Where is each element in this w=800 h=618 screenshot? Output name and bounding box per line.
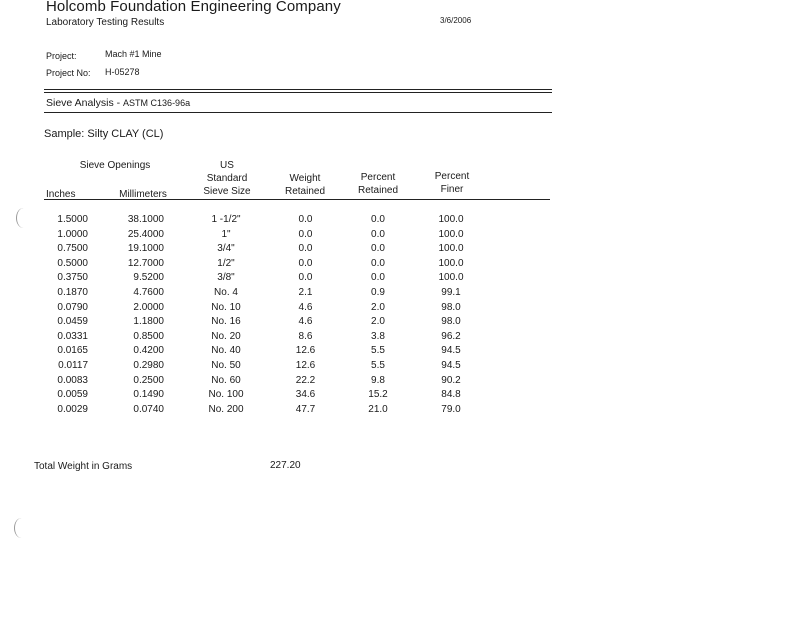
- percent-retained-cell: 5.5: [371, 345, 385, 357]
- percent-finer-cell: 79.0: [441, 403, 461, 415]
- sieve-size-header: [192, 159, 262, 198]
- millimeters-cell: 2.0000: [133, 301, 164, 313]
- weight-retained-cell: 0.0: [298, 228, 313, 240]
- percent-retained-cell: 3.8: [371, 330, 385, 342]
- percent-retained-header-line1: Percent: [360, 172, 396, 183]
- inches-cell: 0.0029: [57, 403, 88, 415]
- project-value: Mach #1 Mine: [105, 49, 162, 59]
- percent-finer-cell: 94.5: [441, 360, 461, 371]
- percent-finer-header: [420, 170, 484, 196]
- percent-retained-cell: 5.5: [371, 360, 385, 371]
- inches-header: Inches: [46, 189, 76, 200]
- section-standard: ASTM C136-96a: [123, 98, 191, 108]
- percent-retained-cell: 21.0: [368, 403, 388, 415]
- percent-retained-cell: 0.0: [371, 257, 385, 269]
- punch-hole-mark: [14, 518, 29, 538]
- percent-retained-cell: 0.0: [371, 243, 385, 255]
- section-title-text: Sieve Analysis -: [46, 97, 124, 109]
- percent-retained-cell: 2.0: [371, 301, 385, 313]
- divider-top: [44, 89, 552, 90]
- weight-retained-cell: 34.6: [295, 389, 316, 401]
- percent-finer-cell: 98.0: [441, 301, 461, 313]
- sieve-size-cell: 3/4": [217, 243, 235, 255]
- millimeters-cell: 0.2980: [133, 360, 164, 371]
- company-name: Holcomb Foundation Engineering Company: [46, 0, 341, 15]
- punch-hole-mark: [16, 208, 31, 228]
- percent-finer-cell: 96.2: [441, 330, 461, 342]
- inches-cell: 0.5000: [57, 257, 88, 269]
- weight-retained-cell: 0.0: [298, 257, 313, 269]
- millimeters-cell: 9.5200: [133, 272, 164, 284]
- weight-retained-cell: 4.6: [298, 301, 313, 313]
- millimeters-cell: 0.8500: [133, 330, 164, 342]
- inches-cell: 0.7500: [57, 243, 88, 255]
- sieve-size-cell: No. 20: [211, 330, 241, 342]
- sieve-size-cell: 3/8": [217, 272, 235, 284]
- inches-cell: 0.0083: [57, 374, 88, 386]
- millimeters-header: Millimeters: [119, 189, 167, 200]
- percent-retained-cell: 9.8: [371, 374, 385, 386]
- inches-cell: 1.0000: [57, 228, 88, 240]
- sieve-size-cell: 1/2": [217, 257, 235, 269]
- sieve-size-cell: No. 10: [211, 301, 241, 313]
- report-subtitle: Laboratory Testing Results: [46, 17, 165, 28]
- millimeters-cell: 12.7000: [127, 257, 164, 269]
- divider-top-2: [44, 92, 552, 93]
- weight-retained-cell: 12.6: [295, 345, 316, 357]
- millimeters-cell: 4.7600: [133, 287, 164, 298]
- millimeters-cell: 1.1800: [133, 316, 164, 328]
- millimeters-cell: 25.4000: [127, 228, 164, 240]
- inches-cell: 0.3750: [57, 272, 88, 284]
- weight-retained-cell: 22.2: [295, 374, 316, 386]
- project-number-label: Project No:: [46, 68, 91, 78]
- inches-cell: 0.1870: [57, 287, 88, 298]
- percent-finer-cell: 100.0: [438, 257, 464, 269]
- weight-header-line1: Weight: [289, 173, 321, 184]
- project-number-value: H-05278: [105, 67, 140, 77]
- weight-retained-cell: 8.6: [298, 330, 313, 342]
- sieve-size-cell: No. 16: [211, 316, 241, 328]
- percent-finer-cell: 84.8: [441, 389, 461, 401]
- sieve-size-cell: No. 4: [214, 287, 238, 298]
- weight-retained-cell: 0.0: [298, 272, 313, 284]
- inches-cell: 0.0059: [57, 389, 88, 401]
- total-weight-label: Total Weight in Grams: [34, 461, 133, 472]
- section-title: [46, 97, 190, 109]
- sieve-size-cell: No. 100: [208, 389, 244, 401]
- weight-retained-cell: 0.0: [298, 214, 313, 225]
- total-weight-value: 227.20: [270, 460, 301, 471]
- sample-label: Sample:: [44, 128, 85, 140]
- sample-value: Silty CLAY (CL): [87, 128, 164, 140]
- percent-finer-cell: 100.0: [438, 214, 464, 225]
- sieve-size-cell: No. 200: [208, 403, 244, 415]
- millimeters-cell: 0.1490: [133, 389, 164, 401]
- inches-cell: 0.0331: [57, 330, 88, 342]
- percent-finer-cell: 100.0: [438, 243, 464, 255]
- percent-retained-cell: 2.0: [371, 316, 385, 328]
- inches-cell: 1.5000: [57, 214, 88, 225]
- sieve-size-cell: No. 60: [211, 374, 241, 386]
- weight-retained-cell: 47.7: [295, 403, 316, 415]
- percent-finer-cell: 94.5: [441, 345, 461, 357]
- percent-retained-header-line2: Retained: [357, 185, 399, 196]
- sieve-size-header-line1: US: [220, 160, 234, 171]
- millimeters-cell: 0.0740: [133, 403, 164, 415]
- sieve-size-header-line2: Standard: [206, 173, 248, 184]
- weight-retained-cell: 4.6: [298, 316, 313, 328]
- weight-header: [272, 172, 338, 198]
- sieve-size-cell: 1 -1/2": [211, 214, 241, 225]
- percent-finer-header-line1: Percent: [434, 171, 470, 182]
- divider-table-header: [44, 199, 550, 200]
- percent-finer-header-line2: Finer: [440, 184, 464, 195]
- inches-cell: 0.0165: [57, 345, 88, 357]
- weight-retained-cell: 0.0: [298, 243, 313, 255]
- millimeters-cell: 0.4200: [133, 345, 164, 357]
- millimeters-cell: 38.1000: [127, 214, 164, 225]
- sample-line: [44, 128, 163, 140]
- percent-retained-cell: 0.0: [371, 214, 385, 225]
- percent-finer-cell: 90.2: [441, 374, 461, 386]
- weight-retained-cell: 12.6: [295, 360, 316, 371]
- sieve-size-cell: No. 40: [211, 345, 241, 357]
- percent-retained-cell: 0.0: [371, 228, 385, 240]
- percent-retained-cell: 0.0: [371, 272, 385, 284]
- percent-finer-cell: 99.1: [441, 287, 461, 298]
- millimeters-cell: 0.2500: [133, 374, 164, 386]
- percent-finer-cell: 100.0: [438, 272, 464, 284]
- inches-cell: 0.0117: [58, 360, 88, 371]
- report-date: 3/6/2006: [440, 16, 472, 25]
- percent-retained-cell: 15.2: [368, 389, 388, 401]
- project-label: Project:: [46, 51, 77, 61]
- divider-section: [44, 112, 552, 113]
- percent-retained-header: [346, 171, 410, 197]
- millimeters-cell: 19.1000: [127, 243, 164, 255]
- sieve-size-cell: No. 50: [211, 360, 241, 371]
- percent-finer-cell: 98.0: [441, 316, 461, 328]
- weight-retained-cell: 2.1: [298, 287, 313, 298]
- sieve-size-cell: 1": [221, 228, 231, 240]
- sieve-size-header-line3: Sieve Size: [203, 186, 251, 197]
- weight-header-line2: Retained: [284, 186, 326, 197]
- sieve-openings-header: Sieve Openings: [79, 160, 151, 171]
- inches-cell: 0.0459: [57, 316, 88, 328]
- percent-finer-cell: 100.0: [438, 228, 464, 240]
- percent-retained-cell: 0.9: [371, 287, 385, 298]
- inches-cell: 0.0790: [57, 301, 88, 313]
